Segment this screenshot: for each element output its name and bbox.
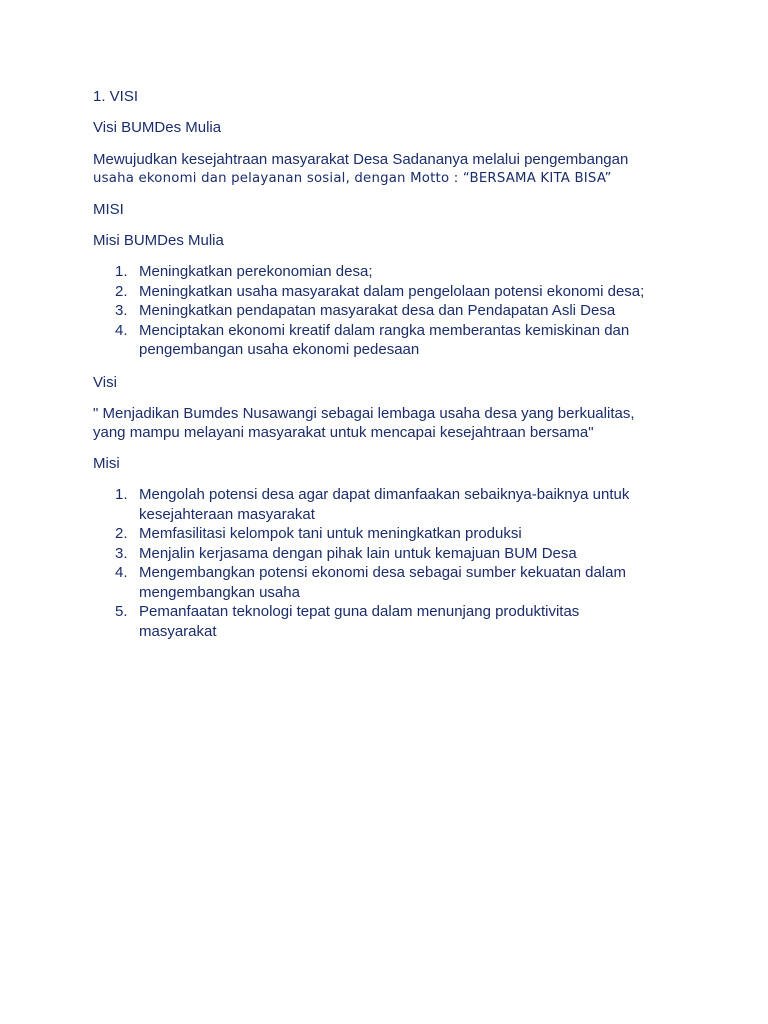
list-item-text-continued: pengembangan usaha ekonomi pedesaan (139, 341, 420, 358)
list-item-number: 5. (115, 603, 128, 620)
list-item-text: Memfasilitasi kelompok tani untuk meningkatkan produksi (139, 525, 522, 542)
visi-bumdes-text-line2: usaha ekonomi dan pelayanan sosial, dengan Motto : “BERSAMA KITA BISA” (93, 171, 612, 186)
list-item (93, 321, 644, 360)
list-item-text: Meningkatkan usaha masyarakat dalam pengelolaan potensi ekonomi desa; (139, 282, 645, 300)
list-item-text: Mengembangkan potensi ekonomi desa sebagai sumber kekuatan dalam (139, 564, 626, 581)
misi-nusawangi-list (93, 485, 629, 641)
visi-heading-2: Visi (93, 374, 117, 391)
visi-bumdes-text (93, 150, 628, 188)
list-item-text-continued: mengembangkan usaha (139, 583, 300, 601)
list-item-text: Mengolah potensi desa agar dapat dimanfaakan sebaiknya-baiknya untuk (139, 486, 630, 503)
list-item-text: Menjalin kerjasama dengan pihak lain untuk kemajuan BUM Desa (139, 544, 577, 562)
list-item-number: 1. (115, 486, 128, 503)
list-item-text-continued: masyarakat (139, 622, 217, 640)
visi-bumdes-text-line1: Mewujudkan kesejahtraan masyarakat Desa Sadananya melalui pengembangan (93, 151, 629, 168)
list-item-text: Pemanfaatan teknologi tepat guna dalam menunjang produktivitas (139, 603, 580, 620)
misi-bumdes-list (93, 262, 644, 360)
list-item (93, 282, 644, 302)
list-item (93, 563, 629, 602)
list-item-number: 4. (115, 564, 128, 581)
list-item (93, 524, 629, 544)
visi-nusawangi-text-line1: " Menjadikan Bumdes Nusawangi sebagai lembaga usaha desa yang berkualitas, (93, 405, 635, 422)
visi-bumdes-title: Visi BUMDes Mulia (93, 119, 222, 136)
misi-bumdes-title: Misi BUMDes Mulia (93, 232, 224, 249)
list-item-number: 3. (115, 544, 128, 562)
list-item-text: Meningkatkan pendapatan masyarakat desa dan Pendapatan Asli Desa (139, 302, 616, 319)
list-item-number: 3. (115, 302, 128, 319)
visi-nusawangi-text (93, 404, 635, 442)
list-item (93, 485, 629, 524)
list-item-text: Meningkatkan perekonomian desa; (139, 263, 373, 280)
list-item (93, 544, 629, 564)
list-item-text-continued: kesejahteraan masyarakat (139, 505, 315, 523)
misi-heading-2: Misi (93, 455, 120, 472)
section-heading: 1. VISI (93, 88, 139, 105)
list-item-number: 4. (115, 321, 128, 339)
list-item-number: 2. (115, 525, 128, 542)
list-item (93, 301, 644, 321)
list-item-number: 2. (115, 282, 128, 300)
list-item (93, 602, 629, 641)
misi-heading: MISI (93, 201, 124, 218)
list-item-number: 1. (115, 263, 128, 280)
list-item (93, 262, 644, 282)
visi-nusawangi-text-line2: yang mampu melayani masyarakat untuk mencapai kesejahtraan bersama" (93, 424, 594, 441)
list-item-text: Menciptakan ekonomi kreatif dalam rangka memberantas kemiskinan dan (139, 321, 630, 339)
